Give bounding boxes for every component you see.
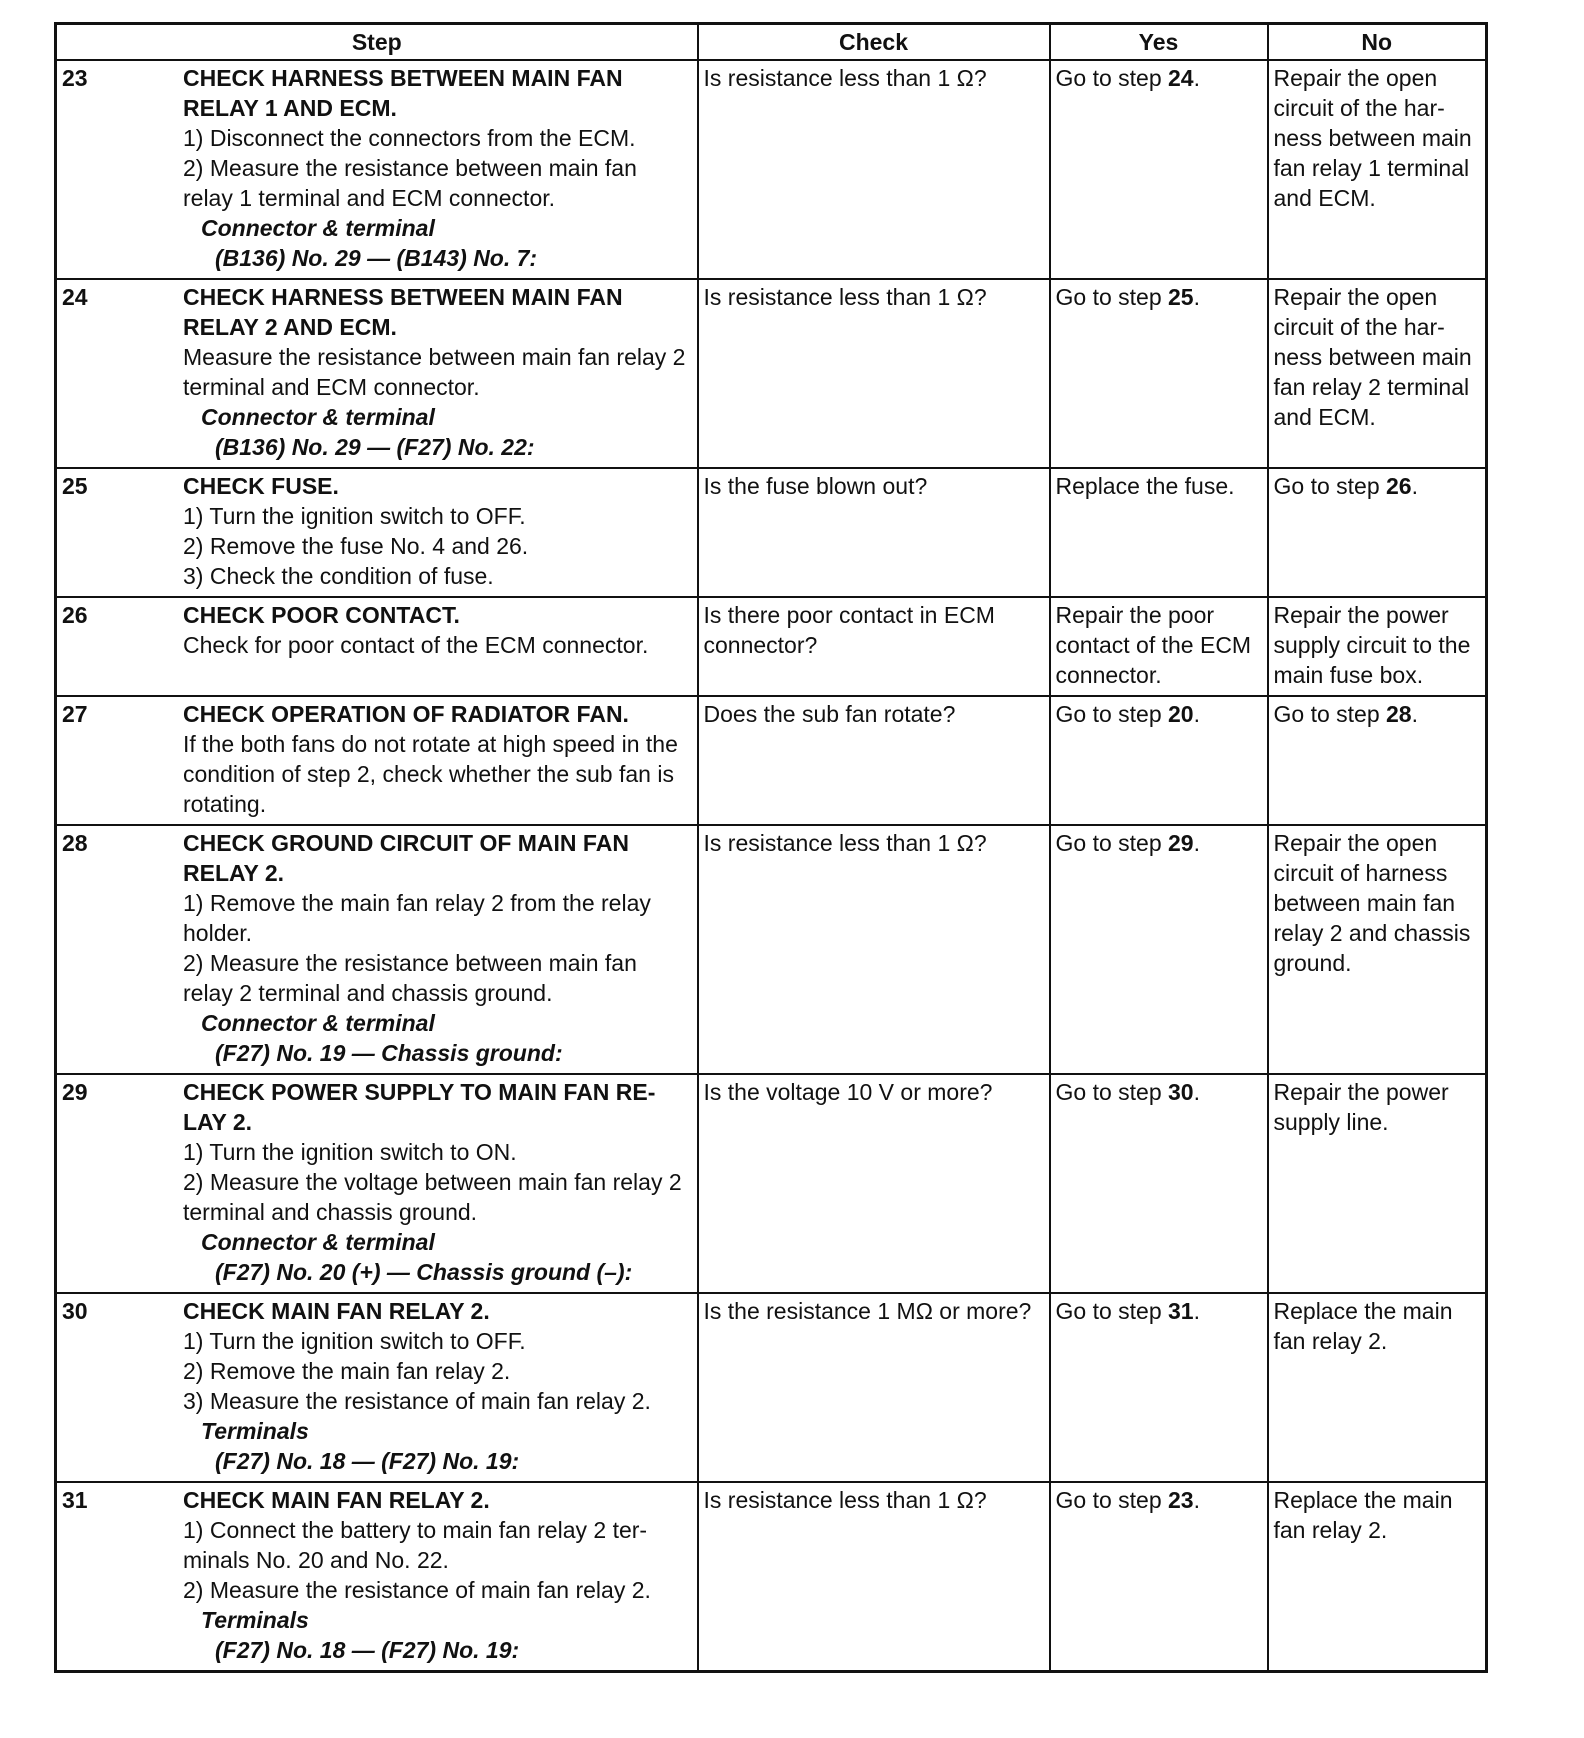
step-cell bbox=[56, 1074, 698, 1293]
no-cell bbox=[1268, 60, 1487, 279]
no-cell bbox=[1268, 1293, 1487, 1482]
no-cell bbox=[1268, 597, 1487, 696]
connector-label: Terminals bbox=[201, 1418, 309, 1444]
step-instruction: 2) Measure the resistance of main fan relay 2. bbox=[183, 1577, 651, 1603]
table-row bbox=[56, 825, 1487, 1074]
step-wrap bbox=[62, 600, 692, 660]
no-text: Go to step bbox=[1273, 473, 1387, 499]
yes-cell bbox=[1050, 825, 1268, 1074]
step-body bbox=[183, 1296, 692, 1476]
check-cell: Does the sub fan rotate? bbox=[698, 696, 1050, 825]
yes-cell bbox=[1050, 468, 1268, 597]
no-text: Replace the main fan relay 2. bbox=[1273, 1298, 1453, 1354]
yes-step-ref: 23 bbox=[1168, 1487, 1194, 1513]
step-instruction: 1) Turn the ignition switch to OFF. bbox=[183, 503, 526, 529]
step-instruction: 2) Measure the resistance between main fan relay 2 terminal and chassis ground. bbox=[183, 950, 637, 1006]
yes-tail: . bbox=[1193, 284, 1200, 310]
yes-tail: . bbox=[1193, 830, 1200, 856]
yes-text: Go to step bbox=[1055, 1487, 1169, 1513]
table-row bbox=[56, 60, 1487, 279]
yes-tail: . bbox=[1193, 701, 1200, 727]
check-cell: Is resistance less than 1 Ω? bbox=[698, 60, 1050, 279]
no-cell bbox=[1268, 825, 1487, 1074]
step-title: CHECK MAIN FAN RELAY 2. bbox=[183, 1298, 490, 1324]
step-number: 25 bbox=[62, 473, 88, 499]
no-cell bbox=[1268, 279, 1487, 468]
step-body bbox=[183, 699, 692, 819]
yes-step-ref: 20 bbox=[1168, 701, 1194, 727]
no-text: Repair the open circuit of harness between main fan relay 2 and chassis ground. bbox=[1273, 830, 1471, 976]
step-cell bbox=[56, 279, 698, 468]
no-text: Go to step bbox=[1273, 701, 1387, 727]
step-body bbox=[183, 471, 692, 591]
connector-label: Connector & terminal bbox=[201, 1010, 435, 1036]
connector-value: (B136) No. 29 — (B143) No. 7: bbox=[215, 245, 538, 271]
step-instruction: Check for poor contact of the ECM connector. bbox=[183, 632, 649, 658]
check-cell: Is the resistance 1 MΩ or more? bbox=[698, 1293, 1050, 1482]
no-text: Repair the open circuit of the har- ness between main fan relay 1 terminal and ECM. bbox=[1273, 65, 1472, 211]
yes-cell bbox=[1050, 597, 1268, 696]
step-body bbox=[183, 282, 692, 462]
step-wrap bbox=[62, 1485, 692, 1665]
step-number: 24 bbox=[62, 284, 88, 310]
no-text: Repair the power supply circuit to the main fuse box. bbox=[1273, 602, 1471, 688]
step-wrap bbox=[62, 1296, 692, 1476]
step-cell bbox=[56, 1482, 698, 1672]
step-wrap bbox=[62, 1077, 692, 1287]
step-wrap bbox=[62, 63, 692, 273]
step-body bbox=[183, 828, 692, 1068]
header-check: Check bbox=[698, 24, 1050, 61]
yes-step-ref: 30 bbox=[1168, 1079, 1194, 1105]
no-cell bbox=[1268, 1074, 1487, 1293]
step-instruction: Measure the resistance between main fan relay 2 terminal and ECM connector. bbox=[183, 344, 686, 400]
yes-cell bbox=[1050, 1293, 1268, 1482]
check-cell: Is resistance less than 1 Ω? bbox=[698, 825, 1050, 1074]
step-title: CHECK POWER SUPPLY TO MAIN FAN RE- LAY 2. bbox=[183, 1079, 656, 1135]
step-instruction: 1) Disconnect the connectors from the ECM. bbox=[183, 125, 636, 151]
yes-text: Go to step bbox=[1055, 701, 1169, 727]
check-cell: Is there poor contact in ECM connector? bbox=[698, 597, 1050, 696]
step-instruction: 3) Check the condition of fuse. bbox=[183, 563, 494, 589]
step-wrap bbox=[62, 828, 692, 1068]
yes-tail: . bbox=[1193, 1079, 1200, 1105]
no-cell bbox=[1268, 696, 1487, 825]
step-number: 28 bbox=[62, 830, 88, 856]
step-instruction: 3) Measure the resistance of main fan relay 2. bbox=[183, 1388, 651, 1414]
yes-text: Go to step bbox=[1055, 284, 1169, 310]
step-instruction: 2) Remove the fuse No. 4 and 26. bbox=[183, 533, 529, 559]
yes-text: Repair the poor contact of the ECM connector. bbox=[1055, 602, 1252, 688]
step-cell bbox=[56, 468, 698, 597]
table-body bbox=[56, 60, 1487, 1672]
step-title: CHECK HARNESS BETWEEN MAIN FAN RELAY 1 AND ECM. bbox=[183, 65, 623, 121]
yes-cell bbox=[1050, 1482, 1268, 1672]
table-row bbox=[56, 468, 1487, 597]
connector-value: (B136) No. 29 — (F27) No. 22: bbox=[215, 434, 535, 460]
table-row bbox=[56, 279, 1487, 468]
no-tail: . bbox=[1411, 701, 1418, 727]
no-step-ref: 26 bbox=[1386, 473, 1412, 499]
no-tail: . bbox=[1411, 473, 1418, 499]
yes-cell bbox=[1050, 279, 1268, 468]
no-step-ref: 28 bbox=[1386, 701, 1412, 727]
no-text: Repair the power supply line. bbox=[1273, 1079, 1449, 1135]
connector-value: (F27) No. 18 — (F27) No. 19: bbox=[215, 1448, 520, 1474]
table-row bbox=[56, 1293, 1487, 1482]
step-wrap bbox=[62, 471, 692, 591]
step-cell bbox=[56, 1293, 698, 1482]
step-title: CHECK HARNESS BETWEEN MAIN FAN RELAY 2 AND ECM. bbox=[183, 284, 623, 340]
connector-label: Connector & terminal bbox=[201, 215, 435, 241]
step-body bbox=[183, 1077, 692, 1287]
yes-tail: . bbox=[1193, 1298, 1200, 1324]
no-cell bbox=[1268, 1482, 1487, 1672]
yes-cell bbox=[1050, 1074, 1268, 1293]
yes-step-ref: 29 bbox=[1168, 830, 1194, 856]
step-number: 31 bbox=[62, 1487, 88, 1513]
yes-cell bbox=[1050, 696, 1268, 825]
table-row bbox=[56, 597, 1487, 696]
table-row bbox=[56, 1074, 1487, 1293]
yes-cell bbox=[1050, 60, 1268, 279]
step-body bbox=[183, 1485, 692, 1665]
connector-value: (F27) No. 18 — (F27) No. 19: bbox=[215, 1637, 520, 1663]
diagnostic-table bbox=[54, 22, 1488, 1673]
yes-step-ref: 24 bbox=[1168, 65, 1194, 91]
yes-text: Go to step bbox=[1055, 1079, 1169, 1105]
step-number: 26 bbox=[62, 602, 88, 628]
step-body bbox=[183, 63, 692, 273]
connector-label: Connector & terminal bbox=[201, 1229, 435, 1255]
step-instruction: 1) Turn the ignition switch to OFF. bbox=[183, 1328, 526, 1354]
step-title: CHECK GROUND CIRCUIT OF MAIN FAN RELAY 2. bbox=[183, 830, 629, 886]
step-instruction: 2) Remove the main fan relay 2. bbox=[183, 1358, 511, 1384]
step-title: CHECK POOR CONTACT. bbox=[183, 602, 460, 628]
step-cell bbox=[56, 597, 698, 696]
yes-tail: . bbox=[1193, 65, 1200, 91]
header-yes: Yes bbox=[1050, 24, 1268, 61]
connector-label: Terminals bbox=[201, 1607, 309, 1633]
check-cell: Is the fuse blown out? bbox=[698, 468, 1050, 597]
no-cell bbox=[1268, 468, 1487, 597]
check-cell: Is resistance less than 1 Ω? bbox=[698, 279, 1050, 468]
header-step: Step bbox=[56, 24, 698, 61]
yes-tail: . bbox=[1193, 1487, 1200, 1513]
check-cell: Is the voltage 10 V or more? bbox=[698, 1074, 1050, 1293]
yes-step-ref: 31 bbox=[1168, 1298, 1194, 1324]
step-instruction: 1) Turn the ignition switch to ON. bbox=[183, 1139, 517, 1165]
check-cell: Is resistance less than 1 Ω? bbox=[698, 1482, 1050, 1672]
step-title: CHECK FUSE. bbox=[183, 473, 339, 499]
step-instruction: 1) Remove the main fan relay 2 from the relay holder. bbox=[183, 890, 651, 946]
step-instruction: 2) Measure the voltage between main fan relay 2 terminal and chassis ground. bbox=[183, 1169, 682, 1225]
yes-text: Go to step bbox=[1055, 65, 1169, 91]
step-number: 30 bbox=[62, 1298, 88, 1324]
step-instruction: 2) Measure the resistance between main fan relay 1 terminal and ECM connector. bbox=[183, 155, 637, 211]
connector-value: (F27) No. 20 (+) — Chassis ground (–): bbox=[215, 1259, 633, 1285]
step-wrap bbox=[62, 699, 692, 819]
connector-value: (F27) No. 19 — Chassis ground: bbox=[215, 1040, 563, 1066]
step-instruction: If the both fans do not rotate at high speed in the condition of step 2, check whether the sub fan is rotating. bbox=[183, 731, 678, 817]
yes-text: Go to step bbox=[1055, 1298, 1169, 1324]
no-text: Replace the main fan relay 2. bbox=[1273, 1487, 1453, 1543]
step-cell bbox=[56, 825, 698, 1074]
step-wrap bbox=[62, 282, 692, 462]
step-instruction: 1) Connect the battery to main fan relay 2 ter- minals No. 20 and No. 22. bbox=[183, 1517, 648, 1573]
table-header-row bbox=[56, 24, 1487, 61]
yes-text: Go to step bbox=[1055, 830, 1169, 856]
step-body bbox=[183, 600, 692, 660]
step-cell bbox=[56, 696, 698, 825]
step-cell bbox=[56, 60, 698, 279]
table-row bbox=[56, 1482, 1487, 1672]
step-title: CHECK OPERATION OF RADIATOR FAN. bbox=[183, 701, 629, 727]
header-no: No bbox=[1268, 24, 1487, 61]
table-row bbox=[56, 696, 1487, 825]
step-number: 29 bbox=[62, 1079, 88, 1105]
yes-step-ref: 25 bbox=[1168, 284, 1194, 310]
step-number: 23 bbox=[62, 65, 88, 91]
step-number: 27 bbox=[62, 701, 88, 727]
no-text: Repair the open circuit of the har- ness between main fan relay 2 terminal and ECM. bbox=[1273, 284, 1472, 430]
step-title: CHECK MAIN FAN RELAY 2. bbox=[183, 1487, 490, 1513]
yes-text: Replace the fuse. bbox=[1055, 473, 1235, 499]
connector-label: Connector & terminal bbox=[201, 404, 435, 430]
